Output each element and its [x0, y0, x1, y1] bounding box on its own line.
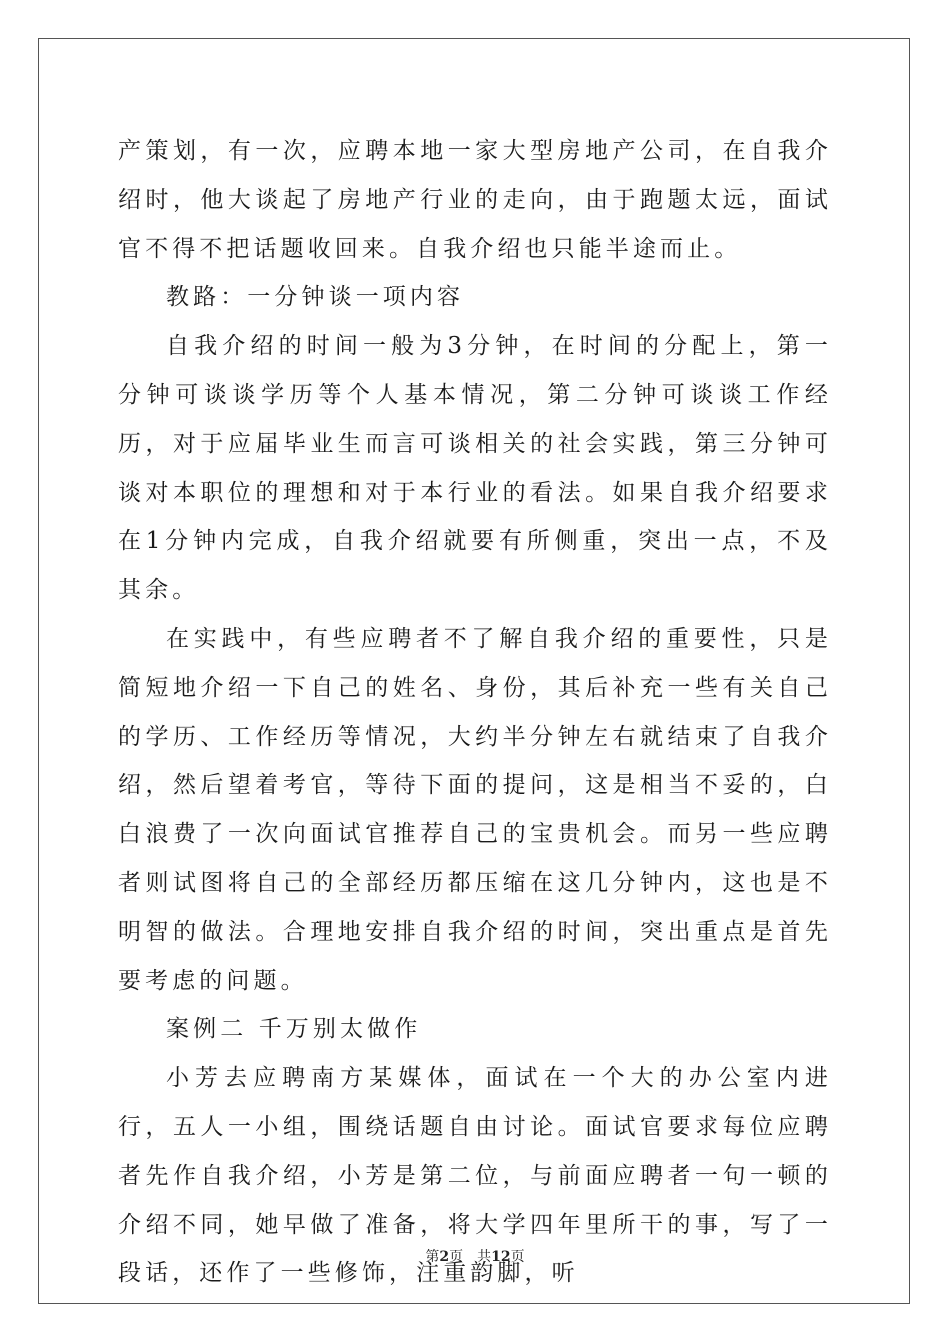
paragraph-5-heading: 案例二 千万别太做作 [166, 1016, 422, 1043]
total-prefix: 共 [477, 1249, 492, 1265]
page-footer [0, 1246, 950, 1266]
paragraph-4: 在实践中，有些应聘者不了解自我介绍的重要性，只是简短地介绍一下自己的姓名、身份，其后补充一些有关自己的学历、工作经历等情况，大约半分钟左右就结束了自我介绍，然后望着考官，等待下面的提问，这是相当不妥的，白白浪费了一次向面试官推荐自己的宝贵机会。而另一些应聘者则试图将自己的全部经历都压缩在这几分钟内，这也是不明智的做法。合理地安排自我介绍的时间，突出重点是首先要考虑的问题。 [118, 625, 832, 994]
total-suffix: 页 [510, 1249, 525, 1265]
page-prefix: 第 [425, 1249, 440, 1265]
page-suffix: 页 [449, 1249, 464, 1265]
paragraph-6: 小芳去应聘南方某媒体，面试在一个大的办公室内进行，五人一小组，围绕话题自由讨论。面试官要求每位应聘者先作自我介绍，小芳是第二位，与前面应聘者一句一顿的介绍不同，她早做了准备，将大学四年里所干的事，写了一段话，还作了一些修饰，注重韵脚，听 [118, 1065, 832, 1287]
page-number: 2 [439, 1249, 450, 1265]
total-pages: 12 [491, 1249, 511, 1265]
paragraph-2-heading: 教路：一分钟谈一项内容 [166, 284, 465, 311]
paragraph-3: 自我介绍的时间一般为3分钟，在时间的分配上，第一分钟可谈谈学历等个人基本情况，第二分钟可谈谈工作经历，对于应届毕业生而言可谈相关的社会实践，第三分钟可谈对本职位的理想和对于本行业的看法。如果自我介绍要求在1分钟内完成，自我介绍就要有所侧重，突出一点，不及其余。 [118, 333, 832, 604]
document-body [118, 127, 832, 1298]
paragraph-1: 产策划，有一次，应聘本地一家大型房地产公司，在自我介绍时，他大谈起了房地产行业的走向，由于跑题太远，面试官不得不把话题收回来。自我介绍也只能半途而止。 [118, 138, 832, 262]
